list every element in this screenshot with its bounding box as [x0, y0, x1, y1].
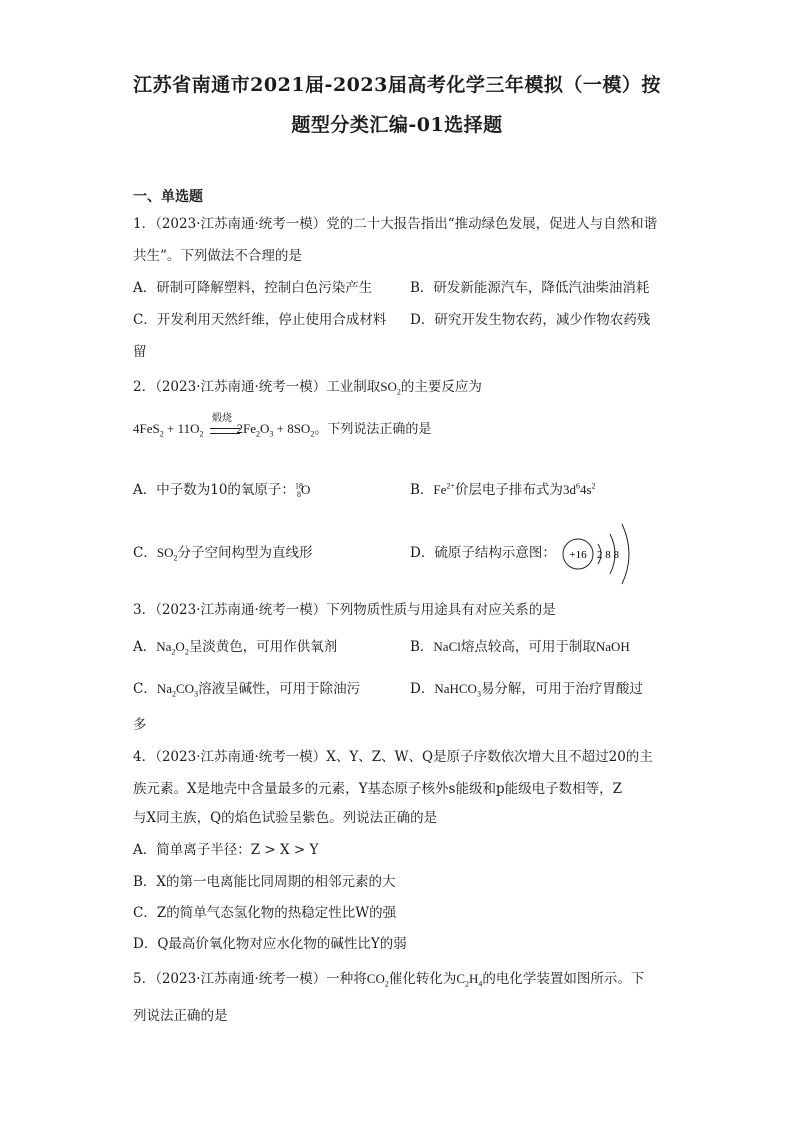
q1-stem-line1: 1．（2023·江苏南通·统考一模）党的二十大报告指出“推动绿色发展，促进人与自然和谐: [133, 216, 658, 232]
atom-shell-electrons: 2 8 8: [597, 549, 619, 561]
sulfur-atom-diagram: [560, 520, 645, 588]
q4-option-b: B．X的第一电离能比同周期的相邻元素的大: [133, 874, 396, 890]
q2-option-d: D．硫原子结构示意图：: [410, 545, 556, 561]
atom-nucleus-label: +16: [569, 549, 587, 561]
q5-stem-line1: 5．（2023·江苏南通·统考一模）一种将$CO_2$催化转化为$C_2H_4$的电化学装置如图所示。下: [133, 971, 645, 989]
q1-option-a: A．研制可降解塑料，控制白色污染产生: [133, 280, 373, 296]
q1-stem-line2: 共生”。下列做法不合理的是: [133, 248, 302, 264]
title-line-2: 题型分类汇编-01选择题: [291, 114, 503, 136]
q4-option-c: C．Z的简单气态氢化物的热稳定性比W的强: [133, 905, 397, 921]
q3-option-d-cont: 多: [133, 717, 147, 733]
q4-stem-line1: 4．（2023·江苏南通·统考一模）X、Y、Z、W、Q是原子序数依次增大且不超过20的主: [133, 749, 653, 765]
title-line-1: 江苏省南通市2021届-2023届高考化学三年模拟（一模）按: [133, 74, 661, 96]
q1-option-d-cont: 留: [133, 344, 147, 360]
reaction-equation: $4FeS_2 + 11O_2$ $2Fe_2O_3 + 8SO_2$。下列说法正确的是: [133, 421, 432, 439]
q1-option-c: C．开发利用天然纤维，停止使用合成材料: [133, 312, 387, 328]
q2-option-a: A．中子数为10的氧原子：$^{18}_8$O: [133, 481, 311, 499]
q2-stem: 2．（2023·江苏南通·统考一模）工业制取$SO_2$的主要反应为: [133, 379, 482, 397]
q4-option-a: A．简单离子半径：Z > X > Y: [133, 842, 319, 858]
q1-option-d: D．研究开发生物农药，减少作物农药残: [410, 312, 651, 328]
q3-option-a: A．$Na_2O_2$呈淡黄色，可用作供氧剂: [133, 639, 338, 657]
q3-stem: 3．（2023·江苏南通·统考一模）下列物质性质与用途具有对应关系的是: [133, 602, 556, 618]
section-heading: 一、单选题: [133, 189, 203, 205]
q4-stem-line2: 族元素。X是地壳中含量最多的元素，Y基态原子核外s能级和p能级电子数相等，Z: [133, 781, 622, 797]
q3-option-c: C．$Na_2CO_3$溶液呈碱性，可用于除油污: [133, 681, 361, 699]
reaction-condition: 煅烧: [212, 413, 232, 424]
q4-stem-line3: 与X同主族，Q的焰色试验呈紫色。列说法正确的是: [133, 810, 438, 826]
q2-option-c: C．$SO_2$分子空间构型为直线形: [133, 545, 313, 563]
q3-option-b: B．NaCl熔点较高，可用于制取NaOH: [410, 639, 630, 655]
q5-stem-line2: 列说法正确的是: [133, 1008, 228, 1024]
q2-option-b: B．$Fe^{2+}$价层电子排布式为$3d^64s^2$: [410, 481, 596, 498]
q4-option-d: D．Q最高价氧化物对应水化物的碱性比Y的弱: [133, 936, 407, 952]
q3-option-d: D．NaHCO$_3$易分解，可用于治疗胃酸过: [410, 681, 643, 699]
q1-option-b: B．研发新能源汽车，降低汽油柴油消耗: [410, 280, 650, 296]
